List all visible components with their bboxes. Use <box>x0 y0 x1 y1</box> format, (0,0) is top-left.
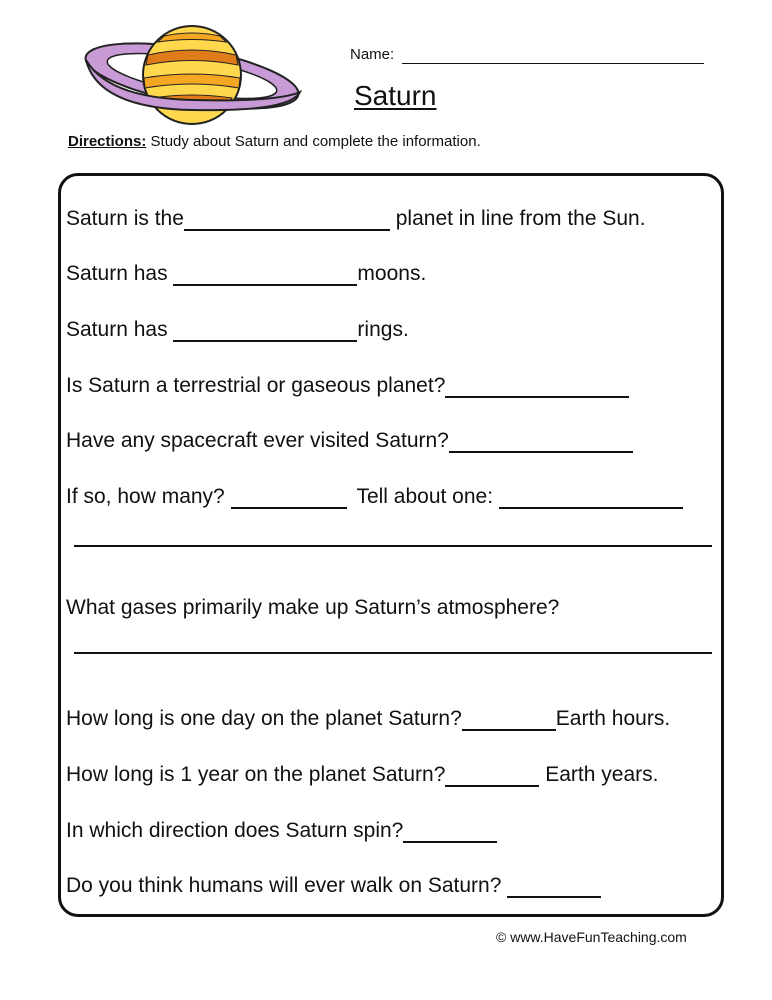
question-7 <box>66 596 559 620</box>
q9-answer-blank[interactable] <box>445 767 539 787</box>
question-6 <box>66 485 683 509</box>
directions-label: Directions: <box>68 133 147 150</box>
q6-text-before: If so, how many? <box>66 485 225 508</box>
q3-text-after: rings. <box>357 318 409 341</box>
q7-text: What gases primarily make up Saturn’s atmosphere? <box>66 596 560 619</box>
q5-answer-blank[interactable] <box>449 433 633 453</box>
q3-answer-blank[interactable] <box>173 322 357 342</box>
question-3 <box>66 318 409 342</box>
question-5 <box>66 429 633 453</box>
q11-text: Do you think humans will ever walk on Saturn? <box>66 874 502 897</box>
q10-text: In which direction does Saturn spin? <box>66 819 404 842</box>
name-field-line[interactable] <box>402 63 704 64</box>
q1-text-before: Saturn is the <box>66 207 184 230</box>
name-label: Name: <box>350 46 395 63</box>
q4-text: Is Saturn a terrestrial or gaseous planet? <box>66 374 446 397</box>
directions-text: Study about Saturn and complete the information. <box>150 133 481 150</box>
q10-answer-blank[interactable] <box>403 823 497 843</box>
q8-text-before: How long is one day on the planet Saturn? <box>66 707 462 730</box>
copyright-footer: © www.HaveFunTeaching.com <box>496 929 687 945</box>
q9-text-before: How long is 1 year on the planet Saturn? <box>66 763 446 786</box>
directions <box>68 133 481 150</box>
question-4 <box>66 374 629 398</box>
q8-answer-blank[interactable] <box>462 711 556 731</box>
q6-count-blank[interactable] <box>231 489 347 509</box>
question-2 <box>66 262 426 286</box>
q1-text-after: planet in line from the Sun. <box>395 207 646 230</box>
question-1 <box>66 207 646 231</box>
saturn-illustration <box>78 20 306 130</box>
q4-answer-blank[interactable] <box>445 378 629 398</box>
q1-answer-blank[interactable] <box>184 211 390 231</box>
question-10 <box>66 819 497 843</box>
q6-text-middle: Tell about one: <box>356 485 494 508</box>
q6-detail-blank[interactable] <box>499 489 683 509</box>
q6-answer-line[interactable] <box>74 545 712 547</box>
q2-answer-blank[interactable] <box>173 266 357 286</box>
q8-text-after: Earth hours. <box>555 707 671 730</box>
q11-answer-blank[interactable] <box>507 878 601 898</box>
q5-text: Have any spacecraft ever visited Saturn? <box>66 429 449 452</box>
q2-text-before: Saturn has <box>66 262 168 285</box>
q7-answer-line[interactable] <box>74 652 712 654</box>
q2-text-after: moons. <box>357 262 427 285</box>
page-title: Saturn <box>354 80 437 111</box>
question-11 <box>66 874 601 898</box>
question-8 <box>66 707 670 731</box>
q9-text-after: Earth years. <box>545 763 659 786</box>
question-9 <box>66 763 658 787</box>
q3-text-before: Saturn has <box>66 318 168 341</box>
